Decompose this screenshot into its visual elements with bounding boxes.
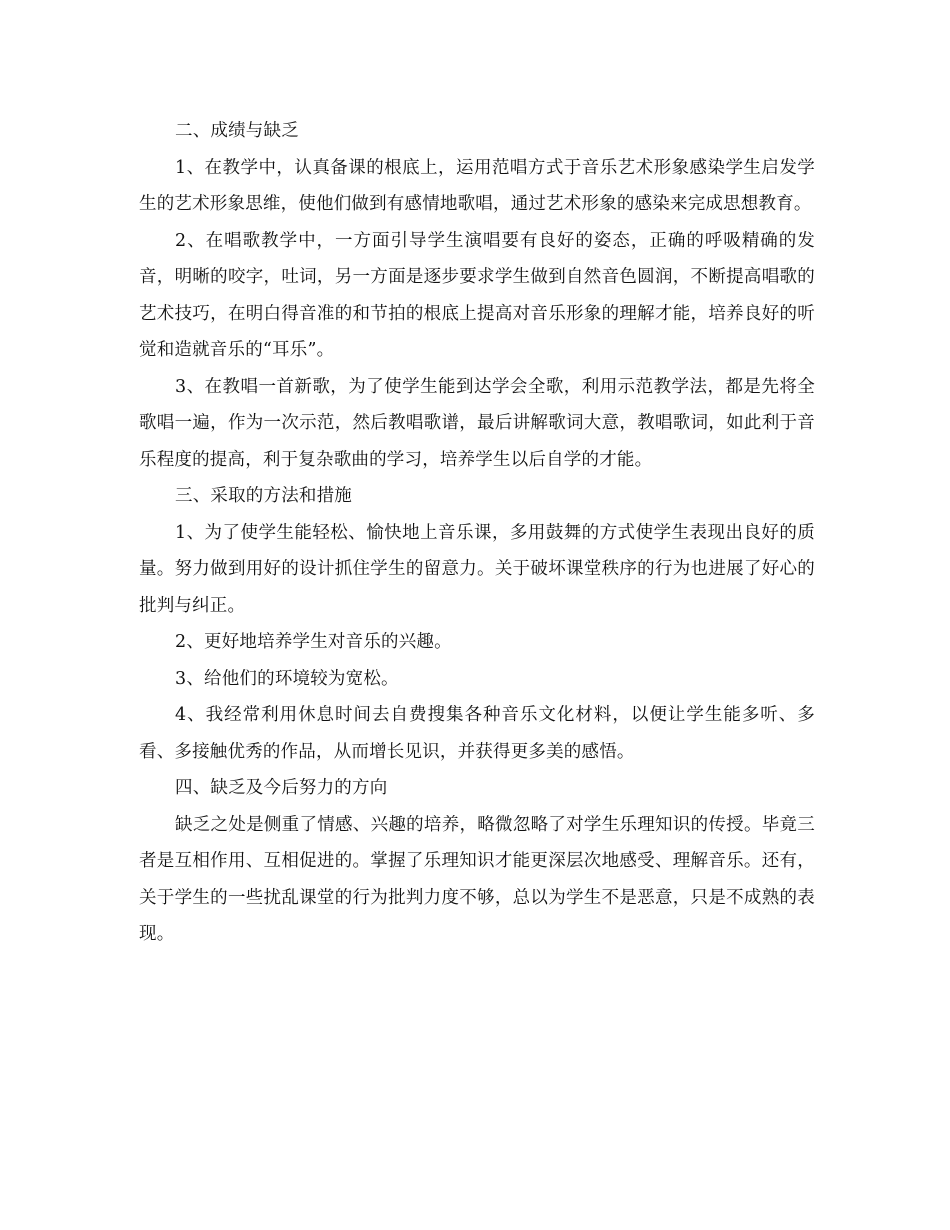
document-body <box>139 113 815 953</box>
paragraph: 2、在唱歌教学中，一方面引导学生演唱要有良好的姿态，正确的呼吸精确的发音，明晰的咬字，吐词，另一方面是逐步要求学生做到自然音色圆润，不断提高唱歌的艺术技巧，在明白得音准的和节拍的根底上提高对音乐形象的理解才能，培养良好的听觉和造就音乐的“耳乐”。 <box>139 230 815 360</box>
section-heading-achievements: 二、成绩与缺乏 <box>175 121 299 141</box>
section-heading-methods: 三、采取的方法和措施 <box>175 486 352 506</box>
paragraph: 缺乏之处是侧重了情感、兴趣的培养，略微忽略了对学生乐理知识的传授。毕竟三者是互相作用、互相促进的。掌握了乐理知识才能更深层次地感受、理解音乐。还有，关于学生的一些扰乱课堂的行为批判力度不够，总以为学生不是恶意，只是不成熟的表现。 <box>139 814 815 944</box>
paragraph: 1、在教学中，认真备课的根底上，运用范唱方式于音乐艺术形象感染学生启发学生的艺术形象思维，使他们做到有感情地歌唱，通过艺术形象的感染来完成思想教育。 <box>139 157 815 214</box>
paragraph: 3、给他们的环境较为宽松。 <box>175 668 399 689</box>
paragraph: 1、为了使学生能轻松、愉快地上音乐课，多用鼓舞的方式使学生表现出良好的质量。努力做到用好的设计抓住学生的留意力。关于破坏课堂秩序的行为也进展了好心的批判与纠正。 <box>139 522 815 616</box>
paragraph: 2、更好地培养学生对音乐的兴趣。 <box>175 632 452 652</box>
paragraph: 3、在教唱一首新歌，为了使学生能到达学会全歌，利用示范教学法，都是先将全歌唱一遍，作为一次示范，然后教唱歌谱，最后讲解歌词大意，教唱歌词，如此利于音乐程度的提高，利于复杂歌曲的学习，培养学生以后自学的才能。 <box>139 376 815 470</box>
paragraph: 4、我经常利用休息时间去自费搜集各种音乐文化材料，以便让学生能多听、多看、多接触优秀的作品，从而增长见识，并获得更多美的感悟。 <box>139 705 815 762</box>
section-heading-shortcomings: 四、缺乏及今后努力的方向 <box>175 778 388 798</box>
